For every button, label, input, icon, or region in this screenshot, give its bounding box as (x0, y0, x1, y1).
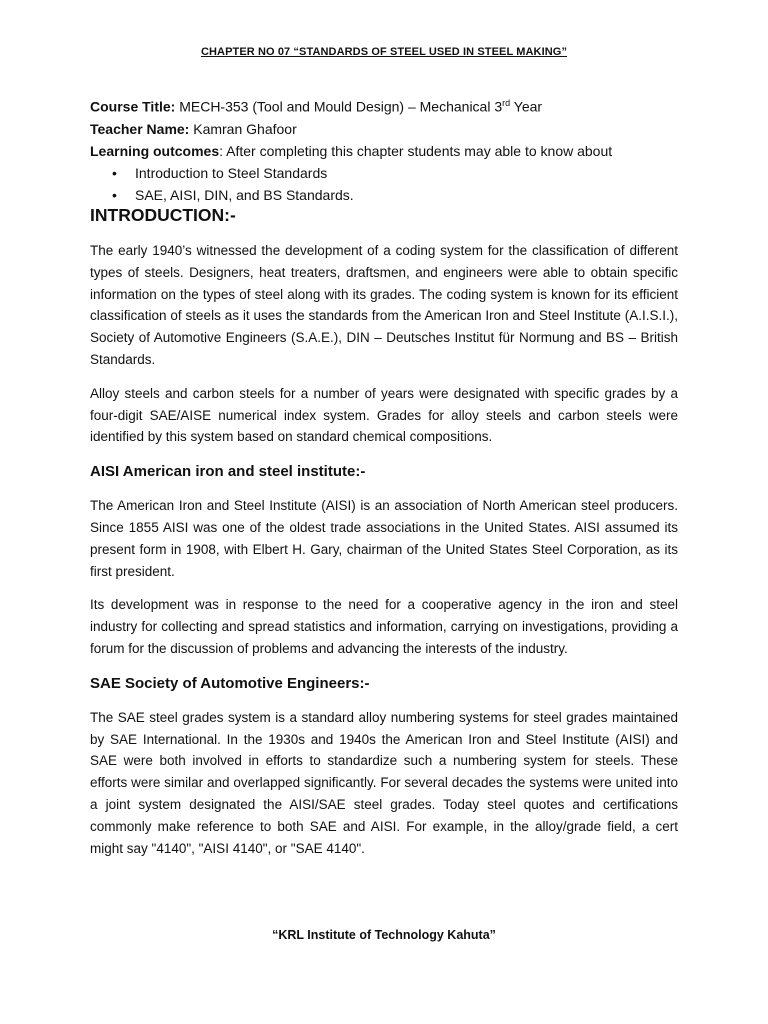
teacher-value: Kamran Ghafoor (189, 120, 297, 137)
sae-paragraph-1: The SAE steel grades system is a standard alloy numbering systems for steel grades maintained by SAE International. In the 1930s and 1940s the American Iron and Steel Institute (AISI) and SAE were both involved in efforts to standardize such a numbering system for steels. These efforts were similar and overlapped significantly. For several decades the systems were united into a joint system designated the AISI/SAE steel grades. Today steel quotes and certifications commonly make reference to both SAE and AISI. For example, in the alloy/grade field, a cert might say "4140", "AISI 4140", or "SAE 4140". (90, 709, 678, 856)
learning-outcomes-line (90, 140, 690, 162)
teacher-line (90, 118, 690, 140)
aisi-paragraph-2: Its development was in response to the need for a cooperative agency in the iron and steel industry for collecting and spread statistics and information, carrying on investigations, providing a forum for the discussion of problems and advancing the interests of the industry. (90, 597, 678, 656)
sae-heading: SAE Society of Automotive Engineers:- (90, 674, 370, 692)
course-year-superscript: rd (502, 98, 511, 108)
outcome-text: SAE, AISI, DIN, and BS Standards. (135, 186, 354, 203)
chapter-title: CHAPTER NO 07 “STANDARDS OF STEEL USED IN STEEL MAKING” (200, 46, 568, 58)
teacher-label: Teacher Name: (90, 120, 190, 137)
aisi-paragraph-1: The American Iron and Steel Institute (AISI) is an association of North American steel producers. Since 1855 AISI was one of the oldest trade associations in the United States. AISI assumed its present form in 1908, with Elbert H. Gary, chairman of the United States Steel Corporation, as its first president. (90, 498, 678, 579)
course-title-line (90, 92, 690, 118)
bullet-icon: • (112, 186, 117, 203)
introduction-heading: INTRODUCTION:- (90, 205, 236, 225)
bullet-icon: • (112, 164, 117, 181)
introduction-paragraph-1: The early 1940’s witnessed the development of a coding system for the classification of different types of steels. Designers, heat treaters, draftsmen, and engineers were able to obtain specific information on the types of steel along with its grades. The coding system is known for its efficient classification of steels as it uses the standards from the American Iron and Steel Institute (A.I.S.I.), Society of Automotive Engineers (S.A.E.), DIN – Deutsches Institut für Normung and BS – British Standards. (90, 243, 678, 367)
list-item (112, 162, 690, 184)
footer-institute: “KRL Institute of Technology Kahuta” (272, 928, 496, 942)
course-info (90, 92, 690, 206)
course-title-label: Course Title: (90, 98, 176, 115)
outcome-text: Introduction to Steel Standards (135, 164, 328, 181)
course-title-suffix: Year (510, 98, 543, 115)
learning-outcomes-list (90, 162, 690, 206)
main-content (90, 202, 678, 871)
course-title-value: MECH-353 (Tool and Mould Design) – Mechanical 3 (175, 98, 503, 115)
aisi-heading: AISI American iron and steel institute:- (90, 463, 366, 481)
introduction-paragraph-2: Alloy steels and carbon steels for a number of years were designated with specific grades by a four-digit SAE/AISE numerical index system. Grades for alloy steels and carbon steels were identified by this system based on standard chemical compositions. (90, 385, 678, 445)
learning-outcomes-value: : After completing this chapter students may able to know about (219, 142, 613, 159)
learning-outcomes-label: Learning outcomes (90, 142, 220, 159)
